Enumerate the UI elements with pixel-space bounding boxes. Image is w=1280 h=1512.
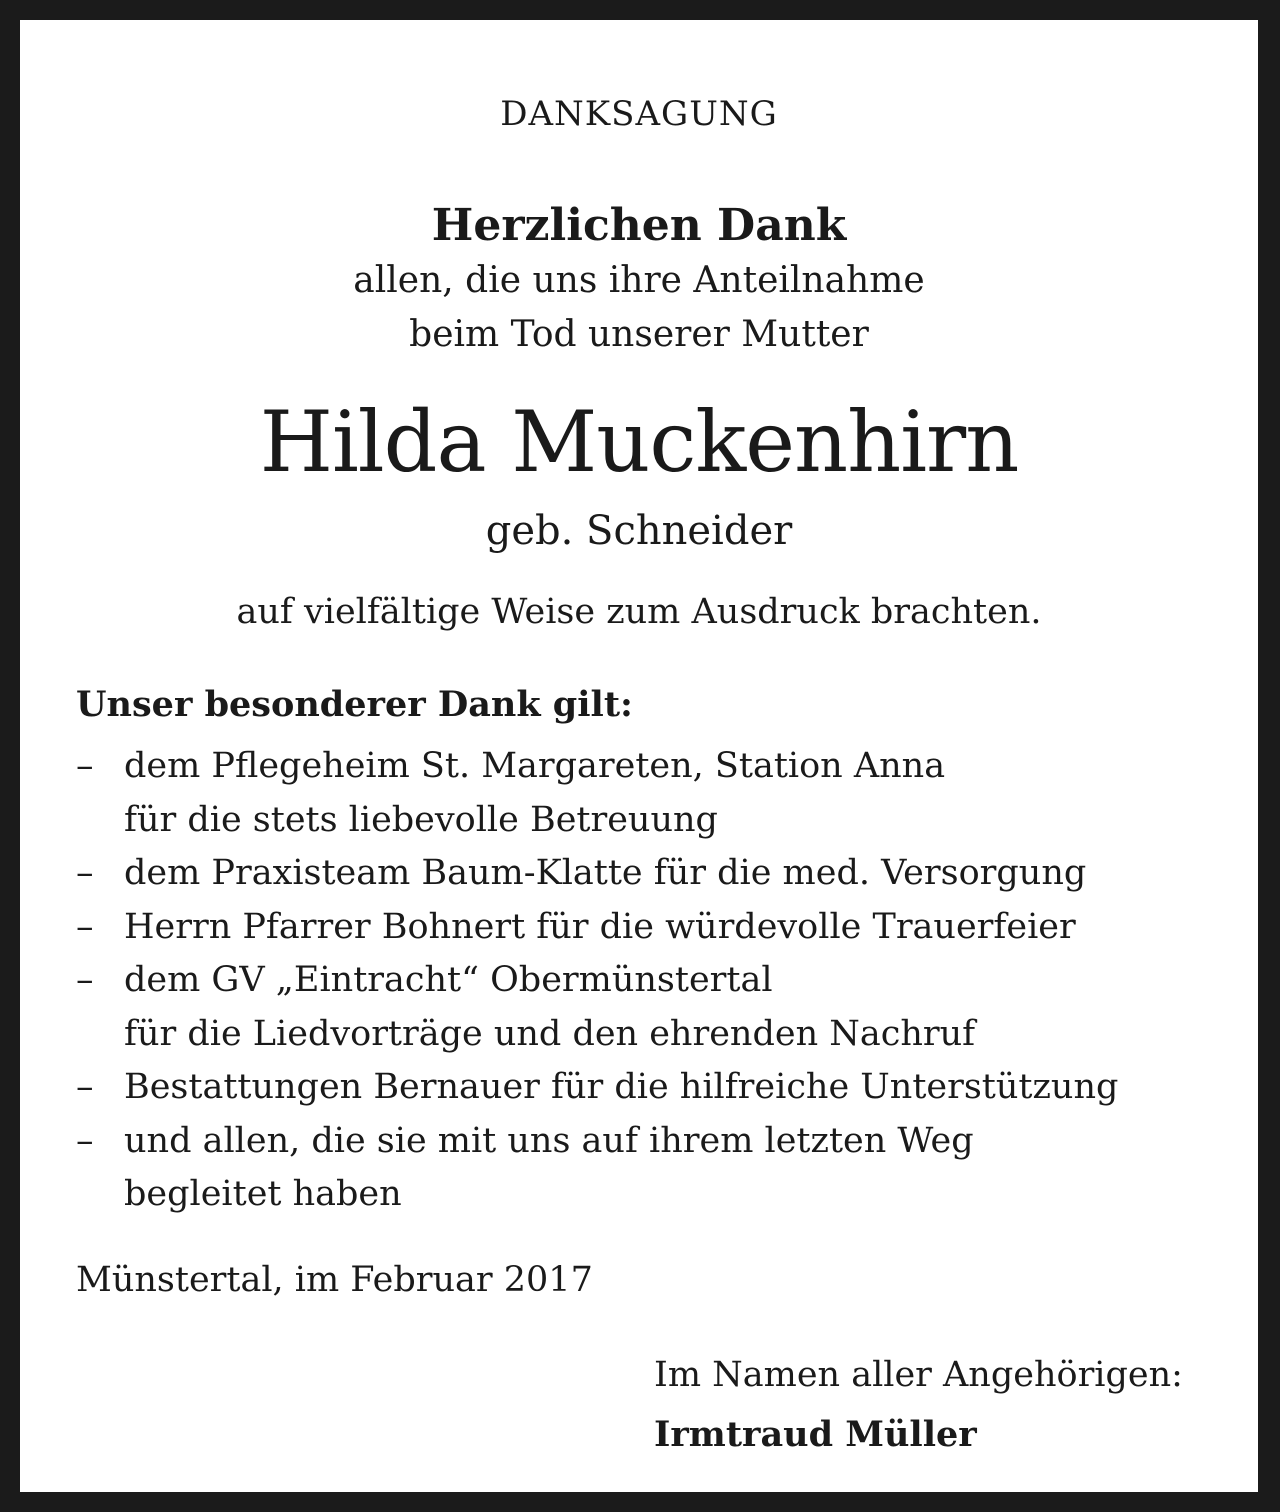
signature-name: Irmtraud Müller [654,1414,977,1455]
special-thanks-heading: Unser besonderer Dank gilt: [76,684,633,725]
list-item-line-1: dem Pflegeheim St. Margareten, Station Anna [124,746,946,786]
list-item-line-2: für die stets liebevolle Betreuung [124,799,718,840]
list-item [76,901,1118,955]
list-item [76,1061,1118,1115]
intro-line-1: allen, die uns ihre Anteilnahme [353,260,925,301]
closing-line: auf vielfältige Weise zum Ausdruck brachten. [236,592,1042,632]
dash-bullet: – [76,1120,94,1161]
notice-heading: DANKSAGUNG [500,94,778,134]
list-item-line-2: begleitet haben [124,1174,402,1214]
obituary-card [20,20,1258,1492]
thanks-heading: Herzlichen Dank [431,200,847,251]
intro-line-2: beim Tod unserer Mutter [409,314,869,355]
dash-bullet: – [76,1067,94,1107]
maiden-name: geb. Schneider [485,508,793,554]
list-item [76,954,1118,1061]
dash-bullet: – [76,960,94,1000]
list-item [76,1115,1118,1222]
list-item [76,847,1118,901]
place-date: Münstertal, im Februar 2017 [76,1260,593,1300]
thanks-list [76,740,1118,1222]
signature-line: Im Namen aller Angehörigen: [654,1355,1183,1395]
list-item-line-2: für die Liedvorträge und den ehrenden Nachruf [124,1013,976,1054]
list-item-line-1: Bestattungen Bernauer für die hilfreiche Unterstützung [124,1067,1119,1107]
dash-bullet: – [76,853,94,893]
deceased-name: Hilda Muckenhirn [259,393,1019,491]
list-item-line-1: dem GV „Eintracht“ Obermünstertal [124,960,773,1000]
dash-bullet: – [76,906,94,947]
list-item [76,740,1118,847]
list-item-line-1: und allen, die sie mit uns auf ihrem letzten Weg [124,1120,974,1161]
list-item-line-1: Herrn Pfarrer Bohnert für die würdevolle Trauerfeier [124,906,1076,947]
dash-bullet: – [76,746,94,786]
list-item-line-1: dem Praxisteam Baum-Klatte für die med. Versorgung [124,853,1087,893]
